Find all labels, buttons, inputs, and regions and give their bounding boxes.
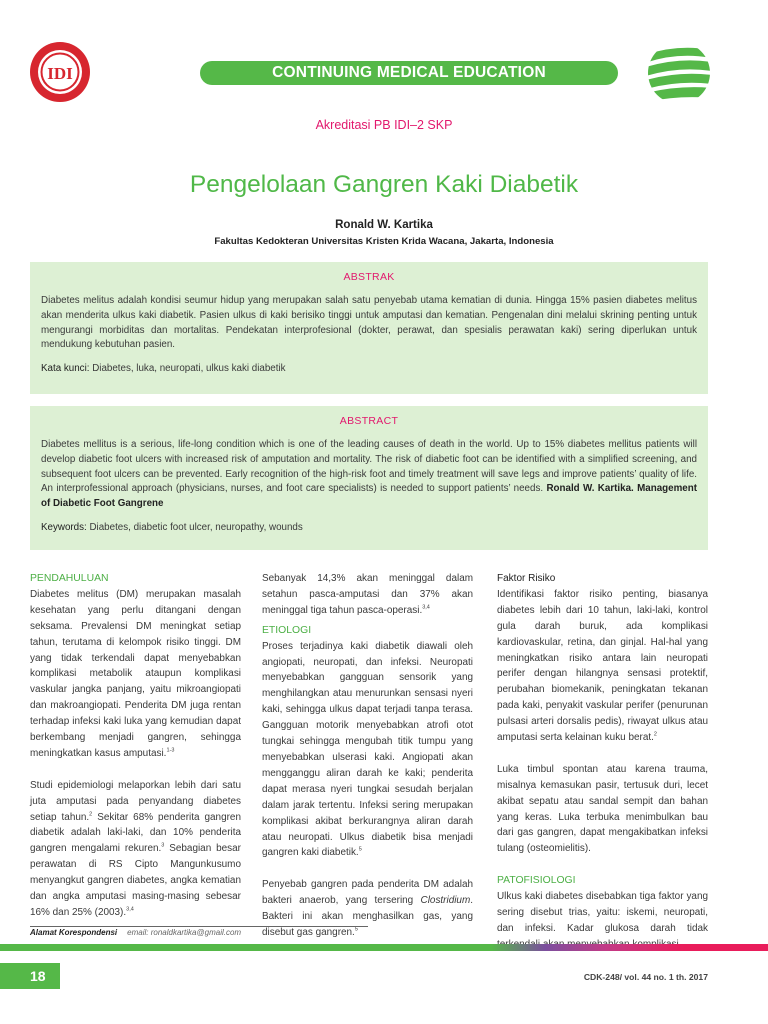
abstract-keywords-value: Diabetes, diabetic foot ulcer, neuropathy, wounds [86, 521, 303, 533]
citation-ref: 1-3 [166, 747, 175, 754]
abstrak-keywords [41, 362, 697, 377]
abstrak-keywords-label: Kata kunci: [41, 363, 90, 375]
correspondence-email: email: ronaldkartika@gmail.com [127, 928, 242, 937]
paragraph: Identifikasi faktor risiko penting, biasanya diabetes lebih dari 10 tahun, laki-laki, kontrol gula darah buruk, ada komplikasi kardiovaskular, retina, dan ginjal. Hal-hal yang meningkatkan risiko antara lain neuropati perifer dengan hilangnya sensasi protektif, perubahan biomekanik, peningkatan tekanan pada kaki, penyakit vaskular perifer (penurunan pulsasi arteri dorsalis pedis), riwayat ulkus atau amputasi serta kelainan kuku berat.$^2$ [497, 588, 708, 744]
article-title: Pengelolaan Gangren Kaki Diabetik [189, 171, 579, 198]
body-column-1 [30, 571, 241, 921]
paragraph: Studi epidemiologi melaporkan lebih dari satu juta amputasi pada penyandang diabetes setiap tahun.$^2$ Sekitar 68% penderita gangren diabetik adalah laki-laki, dan 10% penderita gangren mengalami rekuren.$^3$ Sebagian besar perawatan di RS Cipto Mangunkusumo menyangkut gangren diabetes, angka kematian dan angka amputasi masing-masing sebesar 16% dan 25% (2003).$^{3,4}$ [30, 779, 241, 919]
abstract-body: Diabetes mellitus is a serious, life-long condition which is one of the leading causes of death in the world. Up to 15% diabetes mellitus patients will develop diabetic foot ulcers with increased risk of amputation and mortality. The risk of diabetic foot can be identified with a simplified screening, and subsequent foot ulcers can be prevented. Early recognition of the high-risk foot and timely treatment will save legs and improve patients’ quality of life. An interprofessional approach (physicians, nurses, and foot care specialists) is needed to support patients’ needs. [41, 439, 697, 495]
abstract-text [41, 438, 697, 512]
globe-logo-icon [646, 40, 712, 106]
article-affiliation: Fakultas Kedokteran Universitas Kristen Krida Wacana, Jakarta, Indonesia [214, 236, 554, 247]
paragraph: Penyebab gangren pada penderita DM adalah bakteri anaerob, yang tersering Clostridium. Bakteri ini akan menghasilkan gas, yang disebut gas gangren.$^5$ [262, 879, 473, 938]
citation-ref: 3 [161, 843, 165, 850]
correspondence-note [30, 928, 241, 937]
page-number: 18 [30, 968, 46, 984]
section-band [200, 61, 618, 85]
abstrak-box [30, 262, 708, 394]
citation-ref: 5 [358, 847, 362, 854]
abstrak-heading: ABSTRAK [343, 271, 395, 283]
footnote-divider [30, 926, 368, 927]
citation-ref: 3,4 [126, 906, 134, 913]
citation-ref: 2 [89, 811, 93, 818]
paragraph: Proses terjadinya kaki diabetik diawali oleh angiopati, neuropati, dan infeksi. Neuropati menyebabkan gangguan sensorik yang menghilangkan atau menurunkan sensasi nyeri kaki, sehingga ulkus dapat terjadi tanpa terasa. Gangguan motorik menyebabkan atrofi otot tungkai sehingga mengubah titik tumpu yang menyebabkan ulserasi kaki. Angiopati akan mengganggu aliran darah ke kaki; penderita dapat merasa nyeri tungkai sesudah berjalan dalam jarak tertentu. Infeksi sering merupakan komplikasi akibat berkurangnya aliran darah atau neuropati. Ulkus diabetik bisa menjadi gangren kaki diabetik.$^5$ [262, 640, 473, 859]
paragraph: Luka timbul spontan atau karena trauma, misalnya kemasukan pasir, tertusuk duri, lecet akibat sepatu atau sandal sempit dan bahan yang keras. Luka terbuka menimbulkan bau dari gas gangren, dapat mengakibatkan infeksi tulang (osteomielitis). [497, 763, 708, 855]
footer-color-bar [0, 944, 768, 951]
citation-ref: 5 [354, 926, 358, 933]
body-column-2 [262, 571, 473, 941]
abstract-heading: ABSTRACT [339, 415, 399, 427]
abstract-keywords [41, 521, 697, 536]
journal-reference: CDK-248/ vol. 44 no. 1 th. 2017 [583, 972, 708, 982]
section-heading-patofisiologi: PATOFISIOLOGI [497, 875, 576, 887]
citation-ref: 2 [653, 731, 657, 738]
abstrak-text: Diabetes melitus adalah kondisi seumur hidup yang merupakan salah satu penyebab utama kematian di dunia. Hingga 15% pasien diabetes melitus akan menderita ulkus kaki diabetik. Pasien ulkus di kaki berisiko tinggi untuk amputasi dan kematian. Pengenalan dini melalui skrining penting untuk mengurangi morbiditas dan mortalitas. Pendekatan interprofesional (dokter, perawat, dan spesialis perawatan kaki) sering diperlukan untuk mendukung kebutuhan pasien. [41, 295, 697, 351]
abstrak-keywords-value: Diabetes, luka, neuropati, ulkus kaki diabetik [89, 363, 286, 375]
subsection-heading-faktor-risiko: Faktor Risiko [497, 573, 556, 584]
paragraph: Ulkus kaki diabetes disebabkan tiga faktor yang sering disebut trias, yaitu: iskemi, neuropati, dan infeksi. Kadar glukosa darah tidak [497, 891, 708, 934]
body-column-3 [497, 571, 708, 953]
abstract-box [30, 406, 708, 550]
section-band-title: CONTINUING MEDICAL EDUCATION [272, 64, 546, 81]
section-heading-pendahuluan: PENDAHULUAN [30, 573, 109, 584]
accreditation-line: Akreditasi PB IDI–2 SKP [315, 118, 453, 132]
idi-logo-text: IDI [47, 64, 73, 83]
abstract-keywords-label: Keywords: [41, 521, 87, 533]
correspondence-label: Alamat Korespondensi [30, 928, 118, 937]
abstract-citation: Ronald W. Kartika. Management of Diabetic Foot Gangrene [41, 483, 697, 510]
citation-ref: 3,4 [422, 604, 430, 611]
paragraph: Diabetes melitus (DM) merupakan masalah kesehatan yang perlu ditangani dengan seksama. Prevalensi DM meningkat setiap tahun, terutama di kelompok risiko tinggi. DM yang tidak terkendali dapat menyebabkan komplikasi metabolik ataupun komplikasi vaskular jangka panjang, yaitu mikroangiopati dan makroangiopati. Penderita DM juga rentan terhadap infeksi kaki luka yang kemudian dapat berkembang menjadi gangren, sehingga meningkatkan kasus amputasi.$^{1-3}$ [30, 588, 241, 759]
idi-logo [28, 40, 92, 104]
section-heading-etiologi: ETIOLOGI [262, 624, 312, 636]
article-author: Ronald W. Kartika [335, 219, 433, 231]
paragraph-continuation: Sebanyak 14,3% akan meninggal dalam setahun pasca-amputasi dan 37% akan meninggal tiga tahun pasca-operasi.$^{3,4}$ [262, 573, 473, 616]
